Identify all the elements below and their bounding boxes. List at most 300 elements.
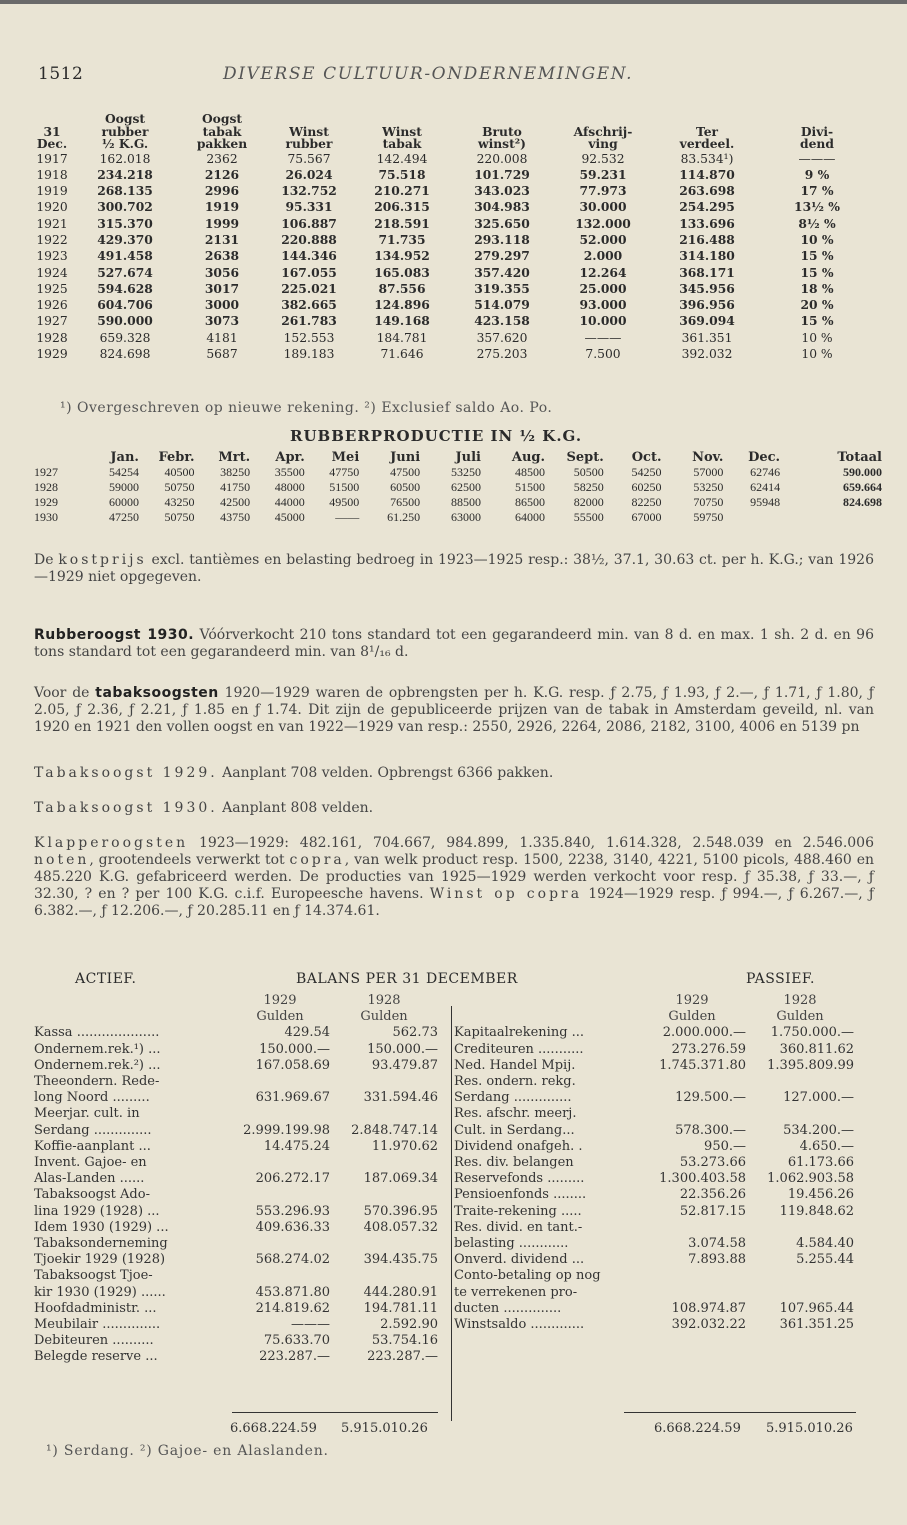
table-cell: 20 % xyxy=(800,297,834,313)
balance-item: Tjoekir 1929 (1928) xyxy=(34,1252,166,1268)
table-cell: 62500 xyxy=(451,480,481,494)
table-cell: 3017 xyxy=(204,280,240,296)
balance-item: Reservefonds ......... xyxy=(454,1171,585,1187)
table-cell: 41750 xyxy=(220,480,251,494)
table-cell: 63000 xyxy=(451,510,481,524)
column-header: Dec. xyxy=(748,450,781,465)
balance-value: 5.255.44 xyxy=(796,1252,854,1268)
balance-value xyxy=(330,1236,438,1252)
column-header: Juni xyxy=(390,450,421,465)
scan-edge xyxy=(0,0,907,4)
table-cell: 357.620 xyxy=(476,330,528,345)
balance-item: Onverd. dividend ... xyxy=(454,1252,585,1268)
table-cell: 82250 xyxy=(631,495,662,509)
actief-total-1929: 6.668.224.59 xyxy=(230,1421,317,1436)
balance-value: 1.395.809.99 xyxy=(767,1057,854,1073)
balance-item: Hoofdadministr. ... xyxy=(34,1300,157,1316)
balance-value xyxy=(330,1187,438,1203)
balance-value: 631.969.67 xyxy=(255,1090,330,1106)
balance-row xyxy=(34,1301,438,1317)
table-cell: 48500 xyxy=(515,465,546,479)
table-cell: 51500 xyxy=(515,480,546,494)
column-header: Aug. xyxy=(511,450,546,465)
table-cell: 54250 xyxy=(631,465,662,479)
table-row xyxy=(34,495,882,510)
table-cell: 95948 xyxy=(750,495,781,509)
table-cell: 44000 xyxy=(274,495,305,509)
balance-item: Belegde reserve ... xyxy=(34,1349,158,1365)
table-cell: 1925 xyxy=(36,281,68,296)
table-cell: 315.370 xyxy=(97,215,153,231)
balance-item: Res. ondern. rekg. xyxy=(454,1074,576,1090)
column-header xyxy=(34,450,76,465)
balance-row xyxy=(34,1171,438,1187)
balance-value xyxy=(746,1074,854,1090)
balance-value: 167.058.69 xyxy=(255,1057,330,1073)
column-header: Mrt. xyxy=(218,450,251,465)
table-cell: 396.956 xyxy=(679,297,735,313)
balance-item: Idem 1930 (1929) ... xyxy=(34,1219,169,1235)
table-cell: 26.024 xyxy=(285,166,333,182)
balance-value xyxy=(746,1106,854,1122)
table-cell: 1923 xyxy=(36,249,68,264)
balance-passief-heading: PASSIEF. xyxy=(746,971,815,987)
table-cell: 2638 xyxy=(204,248,240,264)
table-cell: 1926 xyxy=(36,298,68,313)
table-cell: 659.328 xyxy=(99,330,151,345)
table-cell: 132.000 xyxy=(575,215,631,231)
column-header: Oogst rubber ½ K.G. xyxy=(101,111,149,151)
table-row xyxy=(34,480,882,495)
column-header: Divi- dend xyxy=(800,123,834,151)
table-cell: 590.000 xyxy=(843,465,882,479)
table-cell: 42500 xyxy=(220,495,251,509)
table-cell: 92.532 xyxy=(581,151,625,166)
table-row xyxy=(34,330,872,346)
balance-value: 187.069.34 xyxy=(363,1171,438,1187)
table-cell: 7.500 xyxy=(585,347,621,362)
column-header: Winst rubber xyxy=(285,123,333,151)
table-cell: 1921 xyxy=(36,216,68,231)
table-cell: 35500 xyxy=(274,465,305,479)
paragraph-kostprijs: De kostprijs excl. tantièmes en belasting bedroeg in 1923—1925 resp.: 38½, 37.1, 30.63 ct. per h. K.G.; van 1926—1929 niet opgegeven. xyxy=(34,552,874,585)
balance-value: 562.73 xyxy=(392,1025,438,1041)
balance-row xyxy=(34,1204,438,1220)
table-cell: 279.297 xyxy=(474,248,530,264)
balance-item: Serdang .............. xyxy=(454,1090,572,1106)
table-cell: 55500 xyxy=(573,510,604,524)
table-cell: 225.021 xyxy=(281,280,337,296)
balance-row xyxy=(454,1171,854,1187)
table-cell: 77.973 xyxy=(579,183,627,199)
balance-value xyxy=(330,1074,438,1090)
balance-item: Conto-betaling op nog xyxy=(454,1268,601,1284)
table-cell: 167.055 xyxy=(281,264,337,280)
column-header: Oogst tabak pakken xyxy=(196,111,248,151)
balance-actief-table: 1929 1928 Gulden Gulden Kassa .................... 429.54 562.73 Ondernem.rek.¹) ... 150.000.— 150.000.— Ondernem.rek.²) ... 167.058.69 93.479.87 Theeondern. Rede- long Noord ......... 631.969.67 331.594.46 Meerjar. cult. in Serdang .............. 2.999.199.98 2.848.747.14 Koffie-aanplant ... 14.475.24 11.970.62 Invent. Gajoe- en Alas-Landen ...... 206.272.17 187.069.34 Tabaksoogst Ado- lina 1929 (1928) ... 553.296.93 570.396.95 Idem 1930 (1929) ... 409.636.33 408.057.32 Tabaksonderneming Tjoekir 1929 (1928) 568.274.02 394.435.75 Tabaksoogst Tjoe- kir 1930 (1929) ...... 453.871.80 444.280.91 Hoofdadministr. ... 214.819.62 194.781.11 Meubilair .............. ——— 2.592.90 Debiteuren .......... 75.633.70 53.754.16 Belegde reserve ... 223.287.— 223.287.— xyxy=(34,993,438,1365)
table-cell: 1917 xyxy=(36,151,68,166)
column-header: Oct. xyxy=(631,450,662,465)
table-cell: 12.264 xyxy=(579,264,627,280)
balance-value: 1.062.903.58 xyxy=(767,1171,854,1187)
balance-value: 578.300.— xyxy=(675,1122,746,1138)
page-title: DIVERSE CULTUUR-ONDERNEMINGEN. xyxy=(223,64,634,84)
table-cell: 25.000 xyxy=(579,280,627,296)
table-cell: 95.331 xyxy=(285,199,333,215)
table-cell: 70750 xyxy=(693,495,724,509)
table-row xyxy=(34,167,872,183)
table-cell: 48000 xyxy=(274,480,305,494)
table-cell: 824.698 xyxy=(99,347,151,362)
balance-value: 1.300.403.58 xyxy=(659,1171,746,1187)
table-cell: 1929 xyxy=(36,347,68,362)
column-header: Nov. xyxy=(692,450,724,465)
table-cell: 51500 xyxy=(329,480,360,494)
table-cell: —— xyxy=(335,510,360,524)
column-header: Winst tabak xyxy=(382,123,422,151)
column-header: 31 Dec. xyxy=(36,123,68,151)
table-cell xyxy=(723,510,780,525)
balance-item: Kassa .................... xyxy=(34,1025,160,1041)
table-cell: 40500 xyxy=(164,465,195,479)
balance-value: 4.650.— xyxy=(799,1138,854,1154)
balance-row xyxy=(454,1123,854,1139)
table-cell: 53250 xyxy=(693,480,724,494)
table-cell: 15 % xyxy=(800,264,834,280)
table-cell: 1927 xyxy=(34,465,58,479)
table-cell: 134.952 xyxy=(374,248,430,264)
balance-row xyxy=(34,1090,438,1106)
balance-value: 19.456.26 xyxy=(787,1187,854,1203)
balance-item: Serdang .............. xyxy=(34,1122,152,1138)
balance-item: Ondernem.rek.¹) ... xyxy=(34,1041,161,1057)
balance-row xyxy=(34,1285,438,1301)
passief-total-1928: 5.915.010.26 xyxy=(766,1421,853,1436)
balance-value: 392.032.22 xyxy=(671,1317,746,1333)
table-cell: 47750 xyxy=(329,465,360,479)
balance-item: Res. divid. en tant.- xyxy=(454,1219,583,1235)
table-cell: 58250 xyxy=(573,480,604,494)
balance-value xyxy=(330,1268,438,1284)
table-cell: 10 % xyxy=(801,330,833,345)
table-cell: 75.518 xyxy=(378,166,426,182)
balance-value: 2.848.747.14 xyxy=(351,1122,438,1138)
balance-value: 429.54 xyxy=(284,1025,330,1041)
balance-value: 361.351.25 xyxy=(779,1317,854,1333)
table-cell: 3056 xyxy=(204,264,240,280)
passief-total-rule xyxy=(624,1412,856,1413)
balance-row xyxy=(34,1317,438,1333)
balance-value: 22.356.26 xyxy=(679,1187,746,1203)
balance-value: 331.594.46 xyxy=(363,1090,438,1106)
balance-value: 223.287.— xyxy=(259,1349,330,1365)
balance-value xyxy=(230,1187,330,1203)
column-header: Apr. xyxy=(275,450,305,465)
table-cell: 275.203 xyxy=(476,347,528,362)
balance-item: Meerjar. cult. in xyxy=(34,1106,140,1122)
table-cell: 1928 xyxy=(36,330,68,345)
balance-value xyxy=(230,1268,330,1284)
balance-row xyxy=(34,1333,438,1349)
table-cell: 268.135 xyxy=(97,183,153,199)
balance-row xyxy=(454,1252,854,1268)
balance-row xyxy=(454,1220,854,1236)
balance-row xyxy=(454,1074,854,1090)
balance-value: 360.811.62 xyxy=(779,1041,854,1057)
table-cell: 527.674 xyxy=(97,264,153,280)
table-cell: 263.698 xyxy=(679,183,735,199)
balance-value: 119.848.62 xyxy=(779,1203,854,1219)
table-cell: 1918 xyxy=(36,167,68,182)
table-cell: 52.000 xyxy=(579,231,627,247)
balance-row xyxy=(454,1187,854,1203)
table-row xyxy=(34,297,872,313)
table-cell: 343.023 xyxy=(474,183,530,199)
table-cell: 149.168 xyxy=(374,313,430,329)
balance-row xyxy=(454,1058,854,1074)
balance-item: ducten .............. xyxy=(454,1300,562,1316)
table-cell: 1920 xyxy=(36,200,68,215)
table-cell: 382.665 xyxy=(281,297,337,313)
table-cell: 659.664 xyxy=(843,480,882,494)
column-header: Sept. xyxy=(566,450,604,465)
table-cell: 18 % xyxy=(800,280,834,296)
balance-value xyxy=(638,1285,746,1301)
table-cell: 93.000 xyxy=(579,297,627,313)
page-number: 1512 xyxy=(38,64,84,84)
table-cell: 50750 xyxy=(164,510,195,524)
table-row xyxy=(34,265,872,281)
balance-value: 7.893.88 xyxy=(688,1252,746,1268)
balance-value xyxy=(330,1155,438,1171)
table-cell: 30.000 xyxy=(579,199,627,215)
balance-row xyxy=(34,1268,438,1284)
table-cell: 43750 xyxy=(220,510,251,524)
balance-row xyxy=(34,1349,438,1365)
balance-row xyxy=(34,1106,438,1122)
table-cell: 106.887 xyxy=(281,215,337,231)
balance-value: 11.970.62 xyxy=(371,1138,438,1154)
rubber-production-title: RUBBERPRODUCTIE IN ½ K.G. xyxy=(290,427,583,445)
column-header: Mei xyxy=(331,450,360,465)
balance-item: long Noord ......... xyxy=(34,1090,150,1106)
balance-value: 129.500.— xyxy=(675,1090,746,1106)
table-cell: 59750 xyxy=(693,510,724,524)
balance-value xyxy=(746,1285,854,1301)
balance-value: 453.871.80 xyxy=(255,1284,330,1300)
table-cell: 47250 xyxy=(108,510,139,524)
table-cell: 1930 xyxy=(34,510,58,524)
balance-item: kir 1930 (1929) ...... xyxy=(34,1284,166,1300)
balance-row xyxy=(34,1187,438,1203)
actief-total-1928: 5.915.010.26 xyxy=(341,1421,428,1436)
table-cell: 62746 xyxy=(750,465,781,479)
table-cell: 218.591 xyxy=(374,215,430,231)
table-cell: 1929 xyxy=(34,495,58,509)
balance-value: 107.965.44 xyxy=(779,1300,854,1316)
balance-footnote: ¹) Serdang. ²) Gajoe- en Alaslanden. xyxy=(46,1443,329,1459)
table-cell: 75.567 xyxy=(287,151,331,166)
table-cell: 133.696 xyxy=(679,215,735,231)
balance-row xyxy=(454,1042,854,1058)
balance-value xyxy=(746,1268,854,1284)
balance-value: 3.074.58 xyxy=(688,1236,746,1252)
balance-item: Ned. Handel Mpij. xyxy=(454,1057,576,1073)
table-cell: 54254 xyxy=(108,465,139,479)
table-cell: 114.870 xyxy=(679,166,735,182)
table-cell: 86500 xyxy=(515,495,546,509)
table-cell: 2.000 xyxy=(583,248,623,264)
column-header: Juli xyxy=(455,450,481,465)
page-header xyxy=(38,64,867,90)
balance-value: 950.— xyxy=(704,1138,746,1154)
balance-item: Winstsaldo ............. xyxy=(454,1317,585,1333)
table-cell: 3000 xyxy=(204,297,240,313)
table-cell: 49500 xyxy=(329,495,360,509)
balance-item: Tabaksoogst Ado- xyxy=(34,1187,150,1203)
table-cell: 1928 xyxy=(34,480,58,494)
balance-row xyxy=(454,1268,854,1284)
table-cell: 220.008 xyxy=(476,151,528,166)
table-cell: 15 % xyxy=(800,313,834,329)
balance-row xyxy=(34,1252,438,1268)
balance-item: Ondernem.rek.²) ... xyxy=(34,1057,161,1073)
balance-item: Cult. in Serdang... xyxy=(454,1122,575,1138)
column-header: Febr. xyxy=(158,450,195,465)
table-cell: 216.488 xyxy=(679,231,735,247)
balance-value: 150.000.— xyxy=(367,1041,438,1057)
table-cell: 3073 xyxy=(204,313,240,329)
balance-value xyxy=(230,1155,330,1171)
table-cell: 50750 xyxy=(164,480,195,494)
table-cell: 59.231 xyxy=(579,166,627,182)
table-cell: 368.171 xyxy=(679,264,735,280)
balance-row xyxy=(34,1058,438,1074)
table-cell: 345.956 xyxy=(679,280,735,296)
actief-total-rule xyxy=(232,1412,438,1413)
table-cell: 10 % xyxy=(800,231,834,247)
balance-value: 206.272.17 xyxy=(255,1171,330,1187)
table-cell: 220.888 xyxy=(281,231,337,247)
balance-item: Koffie-aanplant ... xyxy=(34,1138,151,1154)
table-row xyxy=(34,232,872,248)
balance-value: 214.819.62 xyxy=(255,1300,330,1316)
balance-value: 52.817.15 xyxy=(679,1203,746,1219)
table-cell: 60500 xyxy=(390,480,421,494)
table-row xyxy=(34,346,872,362)
balance-value: 223.287.— xyxy=(367,1349,438,1365)
table-cell: 293.118 xyxy=(474,231,530,247)
balance-row xyxy=(34,1220,438,1236)
column-header: Jan. xyxy=(110,450,139,465)
balance-divider xyxy=(451,1006,452,1421)
table-cell: 13½ % xyxy=(794,199,840,215)
balance-value xyxy=(638,1106,746,1122)
table-cell: 59000 xyxy=(108,480,139,494)
table-cell: 62414 xyxy=(750,480,781,494)
table-row xyxy=(34,199,872,215)
table-row xyxy=(34,151,872,167)
table-cell: 429.370 xyxy=(97,231,153,247)
balance-value: 1.745.371.80 xyxy=(659,1057,746,1073)
balance-value xyxy=(230,1236,330,1252)
table-cell: 162.018 xyxy=(99,151,151,166)
balance-item: te verrekenen pro- xyxy=(454,1284,578,1300)
balance-item: Pensioenfonds ........ xyxy=(454,1187,587,1203)
table-cell: 2126 xyxy=(204,166,240,182)
column-header: Ter verdeel. xyxy=(679,123,735,151)
table-cell: 590.000 xyxy=(97,313,153,329)
balance-value: 444.280.91 xyxy=(363,1284,438,1300)
balance-row xyxy=(34,1123,438,1139)
balance-row xyxy=(454,1139,854,1155)
balance-value xyxy=(638,1268,746,1284)
table-cell: 124.896 xyxy=(374,297,430,313)
table-cell: 392.032 xyxy=(681,347,733,362)
table-cell: 184.781 xyxy=(376,330,428,345)
table-cell: 9 % xyxy=(804,166,830,182)
table-cell xyxy=(780,510,882,525)
paragraph-tabaksoogst-1930: Tabaksoogst 1930. Aanplant 808 velden. xyxy=(34,800,374,816)
balance-row xyxy=(454,1285,854,1301)
table-cell: 144.346 xyxy=(281,248,337,264)
balance-row xyxy=(34,1155,438,1171)
table-cell: 319.355 xyxy=(474,280,530,296)
balance-row xyxy=(34,1074,438,1090)
balance-value: 534.200.— xyxy=(783,1122,854,1138)
table-cell: 1924 xyxy=(36,265,68,280)
balance-value: 61.173.66 xyxy=(787,1155,854,1171)
balance-value: 75.633.70 xyxy=(263,1333,330,1349)
table-cell: 2131 xyxy=(204,231,240,247)
table-cell: 361.351 xyxy=(681,330,733,345)
balance-row xyxy=(454,1106,854,1122)
table-cell: 325.650 xyxy=(474,215,530,231)
table-cell: 254.295 xyxy=(679,199,735,215)
balance-value: 93.479.87 xyxy=(371,1057,438,1073)
table-cell: 87.556 xyxy=(378,280,426,296)
balance-row xyxy=(34,1236,438,1252)
table-cell: 1919 xyxy=(36,184,68,199)
balance-value: 394.435.75 xyxy=(363,1252,438,1268)
balance-item: Debiteuren .......... xyxy=(34,1333,154,1349)
table-row xyxy=(34,465,882,480)
balance-row xyxy=(454,1236,854,1252)
balance-row xyxy=(34,1025,438,1041)
balance-row xyxy=(454,1301,854,1317)
balance-item: lina 1929 (1928) ... xyxy=(34,1203,160,1219)
table-cell: 206.315 xyxy=(374,199,430,215)
table-cell: 210.271 xyxy=(374,183,430,199)
table-cell: 43250 xyxy=(164,495,195,509)
table-cell: 491.458 xyxy=(97,248,153,264)
balance-value xyxy=(638,1074,746,1090)
table-cell: 83.534¹) xyxy=(680,151,734,166)
balance-item: Res. afschr. meerj. xyxy=(454,1106,577,1122)
balance-item: Traite-rekening ..... xyxy=(454,1203,582,1219)
balance-row xyxy=(34,1042,438,1058)
balance-item: Crediteuren ........... xyxy=(454,1041,584,1057)
table-cell: 2996 xyxy=(204,183,240,199)
table-cell: 142.494 xyxy=(376,151,428,166)
table-cell: 152.553 xyxy=(283,330,335,345)
table-cell: 369.094 xyxy=(679,313,735,329)
balance-item: Res. div. belangen xyxy=(454,1155,574,1171)
balance-item: Tabaksonderneming xyxy=(34,1236,168,1252)
balance-value xyxy=(746,1220,854,1236)
balance-value: 4.584.40 xyxy=(796,1236,854,1252)
balance-value: 273.276.59 xyxy=(671,1041,746,1057)
